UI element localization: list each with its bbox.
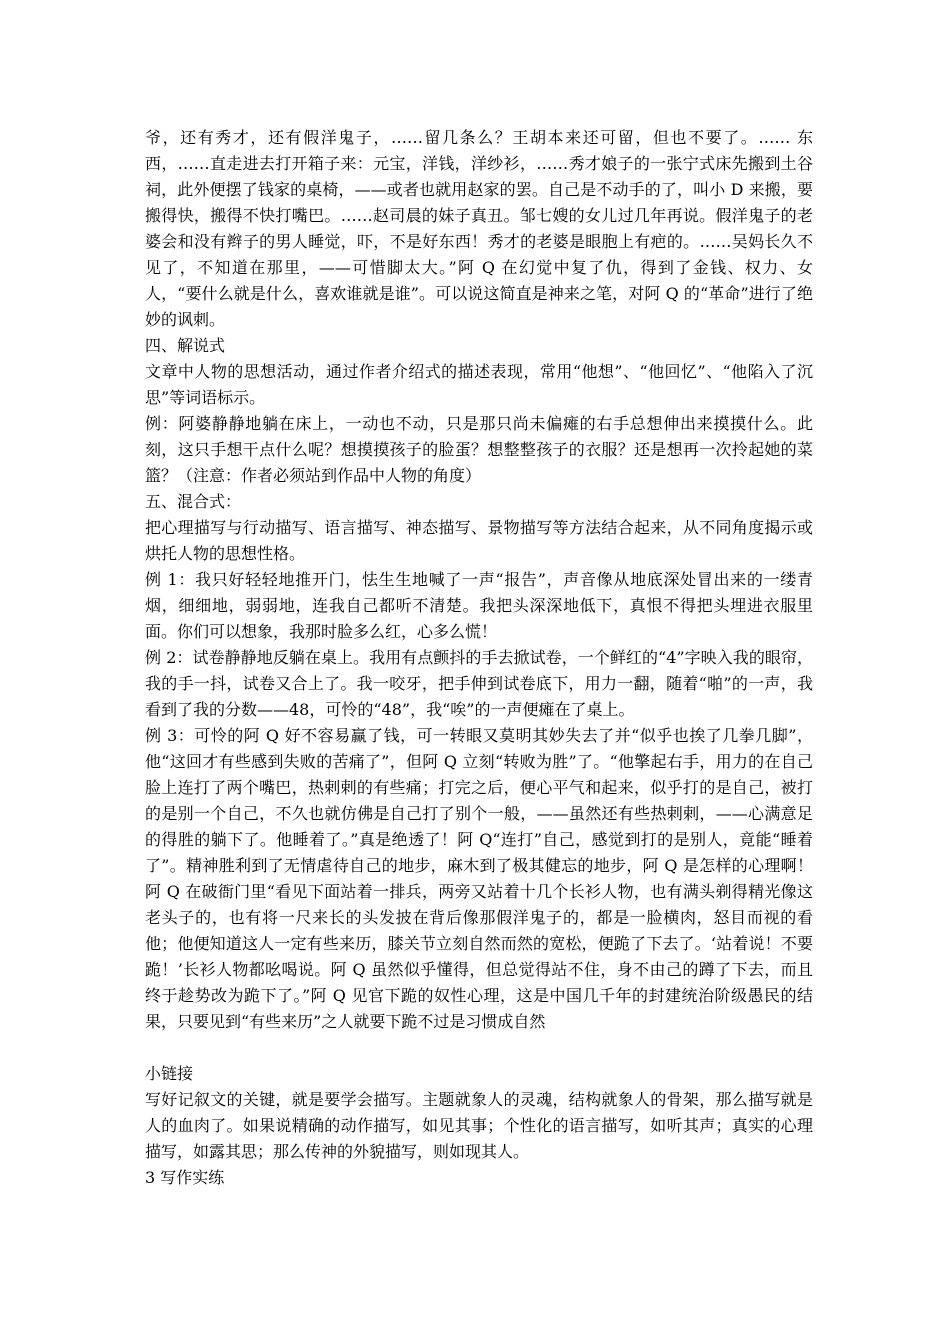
document-page	[145, 125, 813, 1191]
paragraph-example-2: 例 2：试卷静静地反躺在桌上。我用有点颤抖的手去掀试卷，一个鲜红的“4”字映入我的眼帘，我的手一抖，试卷又合上了。我一咬牙，把手伸到试卷底下，用力一翻，随着“啪”的一声，我看到了我的分数——48，可怜的“48”，我“唉”的一声便瘫在了桌上。	[145, 648, 813, 719]
paragraph-explanatory-definition: 文章中人物的思想活动，通过作者介绍式的描述表现，常用“他想”、“他回忆”、“他陷入了沉思”等词语标示。	[145, 362, 813, 407]
section-spacer	[145, 1035, 813, 1061]
paragraph-small-link-body: 写好记叙文的关键，就是要学会描写。主题就象人的灵魂，结构就象人的骨架，那么描写就是人的血肉了。如果说精确的动作描写，如见其事；个性化的语言描写，如听其声；真实的心理描写，如露其思；那么传神的外貌描写，则如现其人。	[145, 1090, 813, 1161]
paragraph-ah-q-fantasy: 爷，还有秀才，还有假洋鬼子，……留几条么？王胡本来还可留，但也不要了。…… 东西，……直走进去打开箱子来：元宝，洋钱，洋纱衫，……秀才娘子的一张宁式床先搬到土谷祠，此外便摆了钱家的桌椅，——或者也就用赵家的罢。自己是不动手的了，叫小 D 来搬，要搬得快，搬得不快打嘴巴。……赵司晨的妹子真丑。邹七嫂的女儿过几年再说。假洋鬼子的老婆会和没有辫子的男人睡觉，吓，不是好东西！秀才的老婆是眼胞上有疤的。……吴妈长久不见了，不知道在那里，——可惜脚太大。”阿 Q 在幻觉中复了仇，得到了金钱、权力、女人，“要什么就是什么，喜欢谁就是谁”。可以说这简直是神来之笔，对阿 Q 的“革命”进行了绝妙的讽刺。	[145, 128, 813, 329]
heading-mixed-style: 五、混合式：	[145, 492, 242, 511]
paragraph-mixed-definition: 把心理描写与行动描写、语言描写、神态描写、景物描写等方法结合起来，从不同角度揭示或烘托人物的思想性格。	[145, 518, 813, 563]
paragraph-example-1: 例 1：我只好轻轻地推开门，怯生生地喊了一声“报告”，声音像从地底深处冒出来的一缕青烟，细细地，弱弱地，连我自己都听不清楚。我把头深深地低下，真恨不得把头埋进衣服里面。你们可以想象，我那时脸多么红，心多么慌！	[145, 570, 813, 641]
paragraph-explanatory-example: 例：阿婆静静地躺在床上，一动也不动，只是那只尚未偏瘫的右手总想伸出来摸摸什么。此刻，这只手想干点什么呢？想摸摸孩子的脸蛋？想整整孩子的衣服？还是想再一次拎起她的菜篮？（注意：作者必须站到作品中人物的角度）	[145, 414, 813, 485]
heading-small-link: 小链接	[145, 1064, 194, 1083]
heading-writing-practice: 3 写作实练	[145, 1168, 225, 1187]
heading-explanatory-style: 四、解说式	[145, 336, 226, 355]
paragraph-example-3: 例 3：可怜的阿 Q 好不容易赢了钱，可一转眼又莫明其妙失去了并“似乎也挨了几拳几脚”，他“这回才有些感到失败的苦痛了”，但阿 Q 立刻“转败为胜”了。“他擎起右手，用力的在自己脸上连打了两个嘴巴，热剌剌的有些痛；打完之后，便心平气和起来，似乎打的是自己，被打的是别一个自己，不久也就仿佛是自己打了别个一般，——虽然还有些热剌剌，——心满意足的得胜的躺下了。他睡着了。”真是绝透了！阿 Q“连打”自己，感觉到打的是别人，竟能“睡着了”。精神胜利到了无情虐待自己的地步，麻木到了极其健忘的地步，阿 Q 是怎样的心理啊！阿 Q 在破衙门里“看见下面站着一排兵，两旁又站着十几个长衫人物，也有满头剃得精光像这老头子的，也有将一尺来长的头发披在背后像那假洋鬼子的，都是一脸横肉，怒目而视的看他；他便知道这人一定有些来历，膝关节立刻自然而然的宽松，便跪了下去了。‘站着说！不要跪！’长衫人物都吆喝说。阿 Q 虽然似乎懂得，但总觉得站不住，身不由己的蹲了下去，而且终于趁势改为跪下了。”阿 Q 见官下跪的奴性心理，这是中国几千年的封建统治阶级愚民的结果，只要见到“有些来历”之人就要下跪不过是习惯成自然	[145, 726, 813, 1031]
